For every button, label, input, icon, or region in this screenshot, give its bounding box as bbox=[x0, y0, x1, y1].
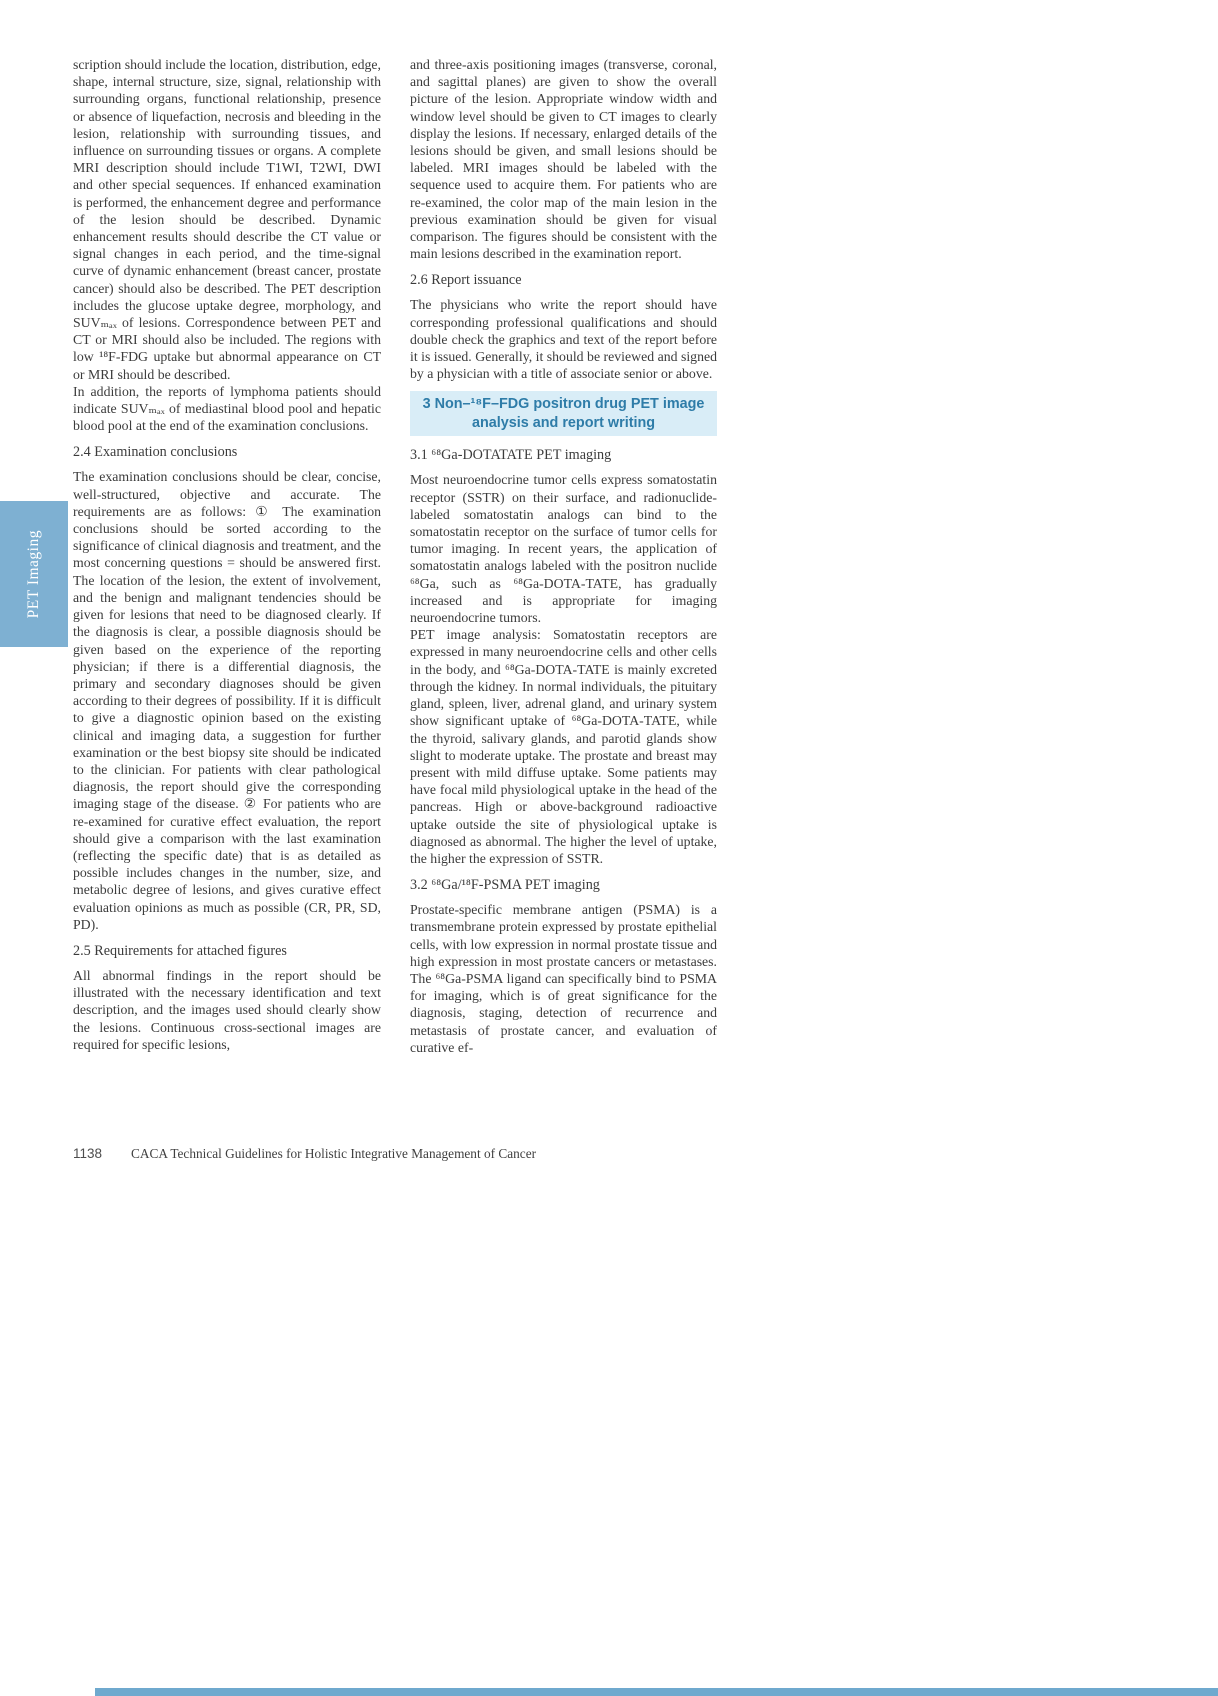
left-column bbox=[73, 56, 381, 1053]
sidebar-tab-pet-imaging bbox=[0, 501, 68, 647]
page-number: 1138 bbox=[73, 1146, 103, 1161]
footer bbox=[73, 1146, 773, 1162]
section-heading-2-5: 2.5 Requirements for attached figures bbox=[73, 942, 287, 959]
paragraph-examination-conclusions: The examination conclusions should be clear, concise, well-structured, objective and accurate. The requirements are as follows: ① The examination conclusions should be sorted according to the significance of clinical diagnosis and treatment, and the most concerning questions = should be answered first. The location of the lesion, the extent of involvement, and the benign and malignant tendencies should be given for lesions that need to be diagnosed clearly. If the diagnosis is clear, a possible diagnosis should be given based on the experience of the reporting physician; if there is a differential diagnosis, the primary and secondary diagnoses should be given according to their degrees of possibility. If it is difficult to give a diagnostic opinion based on the existing clinical and imaging data, a suggestion for further examination or the best biopsy site should be indicated to the clinician. For patients with clear pathological diagnosis, the report should give the corresponding imaging stage of the disease. ② For patients who are re-examined for curative effect evaluation, the report should give a comparison with the last examination (reflecting the specific date) that is as detailed as possible includes changes in the number, size, and metabolic degree of lesions, and gives curative effect evaluation opinions as much as possible (CR, PR, SD, PD). bbox=[73, 469, 381, 932]
bottom-bar bbox=[95, 1688, 1218, 1696]
section-heading-2-4: 2.4 Examination conclusions bbox=[73, 444, 238, 461]
chapter-heading-line-1: 3 Non–¹⁸F–FDG positron drug PET image bbox=[422, 396, 705, 413]
section-heading-3-2: 3.2 ⁶⁸Ga/¹⁸F-PSMA PET imaging bbox=[410, 877, 600, 894]
running-title: CACA Technical Guidelines for Holistic Integrative Management of Cancer bbox=[131, 1146, 537, 1161]
paragraph-positioning-images: and three-axis positioning images (transverse, coronal, and sagittal planes) are given to show the overall picture of the lesion. Appropriate window width and window level should be given to CT images to clearly display the lesions. If necessary, enlarged details of the lesions should be given, and small lesions should be labeled. MRI images should be labeled with the sequence used to acquire them. For patients who are re-examined, the color map of the main lesion in the previous examination should be given for visual comparison. The figures should be consistent with the main lesions described in the examination report. bbox=[410, 57, 717, 262]
section-heading-2-6: 2.6 Report issuance bbox=[410, 272, 522, 289]
paragraph-description-continuation: scription should include the location, distribution, edge, shape, internal structure, size, signal, relationship with surrounding organs, functional relationship, presence or absence of liquefaction, necrosis and bleeding in the lesion, relationship with surrounding tissues, and influence on surrounding tissues or organs. A complete MRI description should include T1WI, T2WI, DWI and other special sequences. If enhanced examination is performed, the enhancement degree and performance of the lesion should be described. Dynamic enhancement results should describe the CT value or signal changes in each period, and the time-signal curve of dynamic enhancement (breast cancer, prostate cancer) should also be described. The PET description includes the glucose uptake degree, morphology, and SUVₘₐₓ of lesions. Correspondence between PET and CT or MRI should also be included. The regions with low ¹⁸F-FDG uptake but abnormal appearance on CT or MRI should be described. bbox=[73, 57, 381, 382]
paragraph-attached-figures: All abnormal findings in the report should be illustrated with the necessary identification and text description, and the images used should clearly show the lesions. Continuous cross-sectional images are required for specific lesions, bbox=[73, 967, 381, 1052]
paragraph-lymphoma-reports: In addition, the reports of lymphoma patients should indicate SUVₘₐₓ of mediastinal blood pool and hepatic blood pool at the end of the examination conclusions. bbox=[73, 383, 381, 434]
sidebar-label: PET Imaging bbox=[25, 529, 42, 619]
section-heading-3-1: 3.1 ⁶⁸Ga-DOTATATE PET imaging bbox=[410, 447, 612, 464]
paragraph-report-issuance: The physicians who write the report should have corresponding professional qualifications and should double check the graphics and text of the report before it is issued. Generally, it should be reviewed and signed by a physician with a title of associate senior or above. bbox=[410, 297, 717, 382]
paragraph-dotatate-analysis: PET image analysis: Somatostatin receptors are expressed in many neuroendocrine cells and other cells in the body, and ⁶⁸Ga-DOTA-TATE is mainly excreted through the kidney. In normal individuals, the pituitary gland, spleen, liver, adrenal gland, and urinary system show significant uptake of ⁶⁸Ga-DOTA-TATE, while the thyroid, salivary glands, and parotid glands show slight to moderate uptake. The prostate and breast may present with mild diffuse uptake. Some patients may have focal mild physiological uptake in the head of the pancreas. High or above-background radioactive uptake outside the site of physiological uptake is diagnosed as abnormal. The higher the level of uptake, the higher the expression of SSTR. bbox=[410, 627, 717, 866]
chapter-heading-line-2: analysis and report writing bbox=[471, 414, 656, 431]
chapter-heading-box bbox=[410, 391, 717, 436]
paragraph-dotatate-intro: Most neuroendocrine tumor cells express somatostatin receptor (SSTR) on their surface, and radionuclide-labeled somatostatin analogs can bind to the somatostatin receptor on the surface of tumor cells for tumor imaging. In recent years, the application of somatostatin analogs labeled with the positron nuclide ⁶⁸Ga, such as ⁶⁸Ga-DOTA-TATE, has gradually increased and is appropriate for imaging neuroendocrine tumors. bbox=[410, 472, 717, 626]
paragraph-psma: Prostate-specific membrane antigen (PSMA) is a transmembrane protein expressed by prostate epithelial cells, with low expression in normal prostate tissue and high expression in most prostate cancers or metastases. The ⁶⁸Ga-PSMA ligand can specifically bind to PSMA for imaging, which is of great significance for the diagnosis, staging, detection of recurrence and metastasis of prostate cancer, and evaluation of curative ef- bbox=[410, 902, 717, 1055]
right-column bbox=[410, 56, 717, 1056]
